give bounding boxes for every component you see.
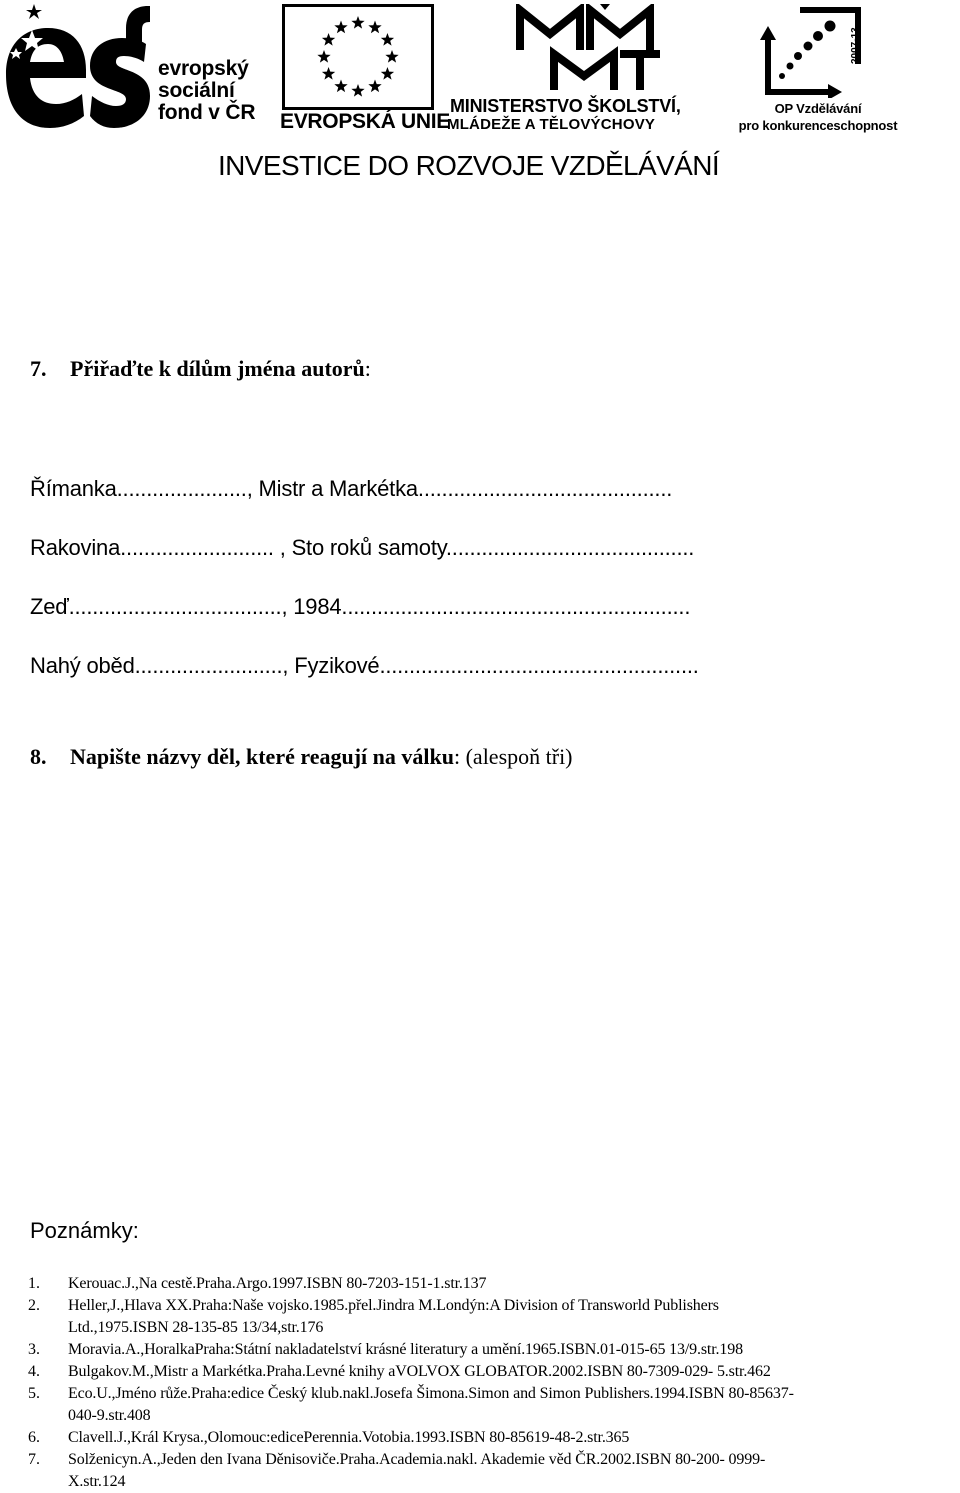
reference-item: [28, 1427, 958, 1449]
esf-line: fond v ČR: [158, 101, 256, 124]
esf-text: [158, 58, 255, 124]
reference-text: Clavell.J.,Král Krysa.,Olomouc:edicePerennia.Votobia.1993.ISBN 80-85619-48-2.str.365: [68, 1429, 630, 1446]
reference-text: Ltd.,1975.ISBN 28-135-85 13/34,str.176: [68, 1319, 324, 1336]
reference-text: 040-9.str.408: [68, 1407, 151, 1424]
reference-number: 3.: [28, 1341, 40, 1358]
question-rest: : (alespoň tři): [453, 744, 573, 769]
eu-flag-icon: [282, 4, 434, 110]
references-list: [28, 1273, 958, 1493]
esf-line: evropský: [158, 57, 249, 80]
op-line: OP Vzdělávání: [774, 101, 862, 116]
question-number: 8.: [30, 744, 47, 769]
answer-line: Rakovina.......................... , Sto roků samoty..........................................: [30, 535, 695, 560]
reference-number: 1.: [28, 1275, 40, 1292]
reference-number: 2.: [28, 1297, 40, 1314]
question-text: Napište názvy děl, které reagují na válku: [70, 744, 454, 769]
reference-text: Bulgakov.M.,Mistr a Markétka.Praha.Levné knihy aVOLVOX GLOBATOR.2002.ISBN 80-7309-029- 5.str.462: [68, 1363, 771, 1380]
reference-item: [28, 1383, 958, 1427]
reference-item: [28, 1295, 958, 1339]
reference-item: [28, 1273, 958, 1295]
answer-line: Nahý oběd........................., Fyzikové......................................................: [30, 653, 699, 678]
msmt-logo-icon: [514, 4, 660, 94]
reference-item: [28, 1449, 958, 1493]
notes-title: Poznámky:: [30, 1218, 139, 1243]
answer-line: Římanka......................, Mistr a Markétka...........................................: [30, 476, 673, 501]
eu-label: EVROPSKÁ UNIE: [280, 110, 450, 133]
question-8-title: [30, 744, 573, 770]
msmt-line1: MINISTERSTVO ŠKOLSTVÍ,: [450, 96, 681, 116]
msmt-line2: MLÁDEŽE A TĚLOVÝCHOVY: [447, 116, 656, 133]
op-text: [728, 100, 908, 134]
question-colon: :: [364, 356, 371, 381]
reference-text: X.str.124: [68, 1473, 126, 1490]
reference-text: Solženicyn.A.,Jeden den Ivana Děnisoviče.Praha.Academia.nakl. Akademie věd ČR.2002.ISBN 80-200- 0999-: [68, 1451, 766, 1468]
reference-text: Heller,J.,Hlava XX.Praha:Naše vojsko.1985.přel.Jindra M.Londýn:A Division of Transworld Publishers: [68, 1297, 719, 1314]
op-year: 2007-13: [850, 27, 861, 64]
reference-number: 4.: [28, 1363, 40, 1380]
reference-number: 7.: [28, 1451, 40, 1468]
op-line: pro konkurenceschopnost: [738, 118, 898, 133]
reference-number: 5.: [28, 1385, 40, 1402]
reference-item: [28, 1361, 958, 1383]
reference-text: Eco.U.,Jméno růže.Praha:edice Český klub.nakl.Josefa Šimona.Simon and Simon Publishers.1994.ISBN 80-85637-: [68, 1385, 794, 1402]
reference-text: Kerouac.J.,Na cestě.Praha.Argo.1997.ISBN 80-7203-151-1.str.137: [68, 1275, 487, 1292]
banner-title: INVESTICE DO ROZVOJE VZDĚLÁVÁNÍ: [218, 150, 720, 181]
esf-logo-icon: [2, 4, 150, 132]
esf-line: sociální: [158, 79, 235, 102]
reference-number: 6.: [28, 1429, 40, 1446]
answer-line: Zeď...................................., 1984...........................................................: [30, 594, 691, 619]
question-text: Přiřaďte k dílům jména autorů: [70, 356, 365, 381]
reference-text: Moravia.A.,HoralkaPraha:Státní nakladatelství krásné literatury a umění.1965.ISBN.01-015-65 13/9.str.198: [68, 1341, 743, 1358]
question-number: 7.: [30, 356, 47, 381]
reference-item: [28, 1339, 958, 1361]
question-7-title: [30, 356, 371, 382]
